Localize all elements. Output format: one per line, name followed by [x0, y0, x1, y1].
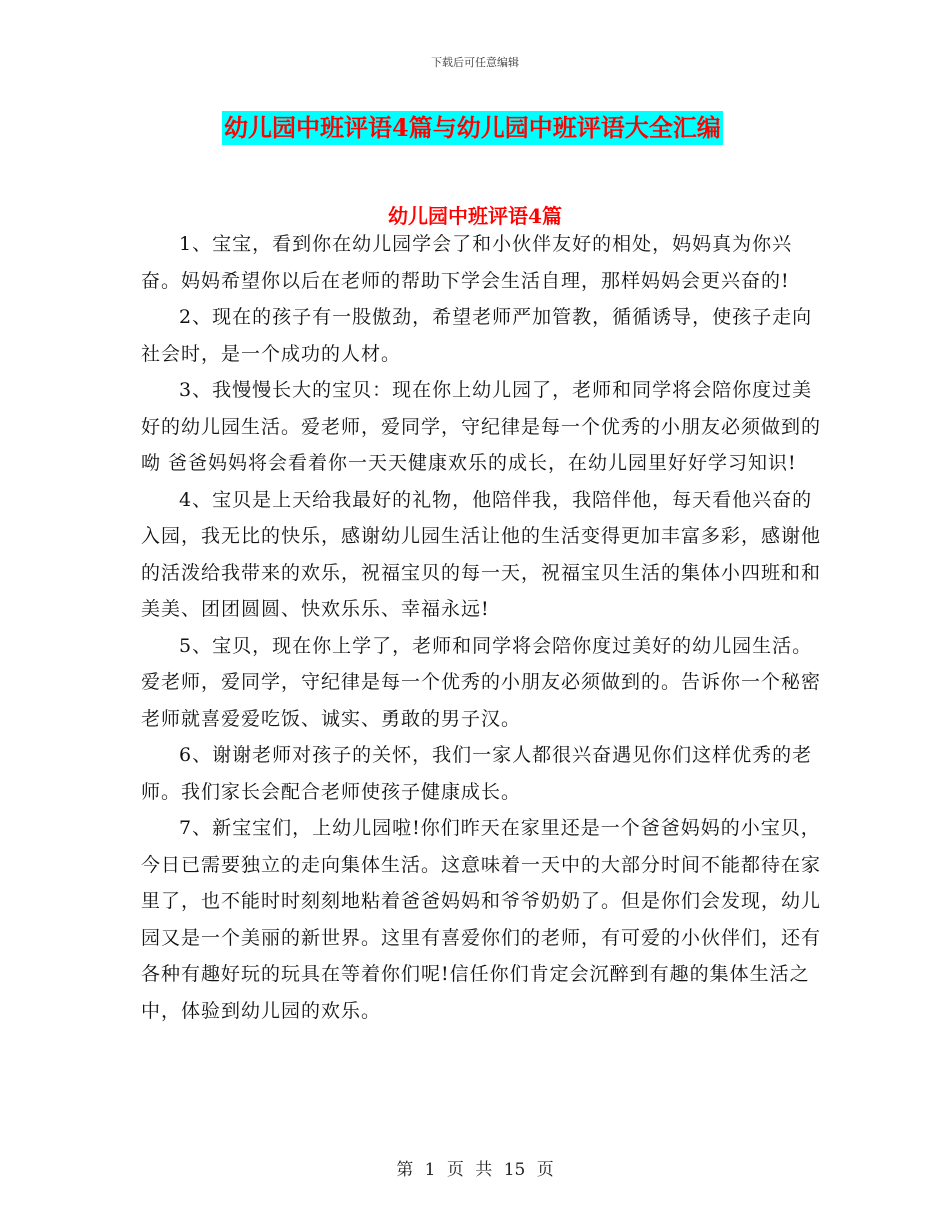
page-number: 第 1 页 共 15 页	[396, 1160, 554, 1180]
paragraph: 7、新宝宝们，上幼儿园啦!你们昨天在家里还是一个爸爸妈妈的小宝贝，今日已需要独立的走向集体生活。这意味着一天中的大部分时间不能都待在家里了，也不能时时刻刻地粘着爸爸妈妈和爷爷奶奶了。但是你们会发现，幼儿园又是一个美丽的新世界。这里有喜爱你们的老师，有可爱的小伙伴们，还有各种有趣好玩的玩具在等着你们呢!信任你们肯定会沉醉到有趣的集体生活之中，体验到幼儿园的欢乐。	[141, 817, 822, 1022]
paragraph: 2、现在的孩子有一股傲劲，希望老师严加管教，循循诱导，使孩子走向社会时，是一个成功的人材。	[141, 306, 813, 365]
paragraph: 5、宝贝，现在你上学了，老师和同学将会陪你度过美好的幼儿园生活。爱老师，爱同学，守纪律是每一个优秀的小朋友必须做到的。告诉你一个秘密老师就喜爱爱吃饭、诚实、勇敢的男子汉。	[141, 634, 822, 730]
section-title: 幼儿园中班评语4篇	[388, 204, 562, 228]
paragraph: 1、宝宝，看到你在幼儿园学会了和小伙伴友好的相处，妈妈真为你兴奋。妈妈希望你以后在老师的帮助下学会生活自理，那样妈妈会更兴奋的!	[141, 233, 793, 292]
paragraph: 4、宝贝是上天给我最好的礼物，他陪伴我，我陪伴他，每天看他兴奋的入园，我无比的快乐，感谢幼儿园生活让他的生活变得更加丰富多彩，感谢他的活泼给我带来的欢乐，祝福宝贝的每一天，祝福宝贝生活的集体小四班和和美美、团团圆圆、快欢乐乐、幸福永远!	[141, 488, 822, 620]
document-title: 幼儿园中班评语4篇与幼儿园中班评语大全汇编	[222, 111, 723, 145]
header-note: 下载后可任意编辑	[431, 56, 519, 69]
document-body	[141, 226, 821, 1029]
paragraph: 6、谢谢老师对孩子的关怀，我们一家人都很兴奋遇见你们这样优秀的老师。我们家长会配合老师使孩子健康成长。	[141, 744, 813, 803]
paragraph: 3、我慢慢长大的宝贝：现在你上幼儿园了，老师和同学将会陪你度过美好的幼儿园生活。爱老师，爱同学，守纪律是每一个优秀的小朋友必须做到的呦 爸爸妈妈将会看着你一天天健康欢乐的成长，在幼儿园里好好学习知识!	[141, 379, 822, 474]
